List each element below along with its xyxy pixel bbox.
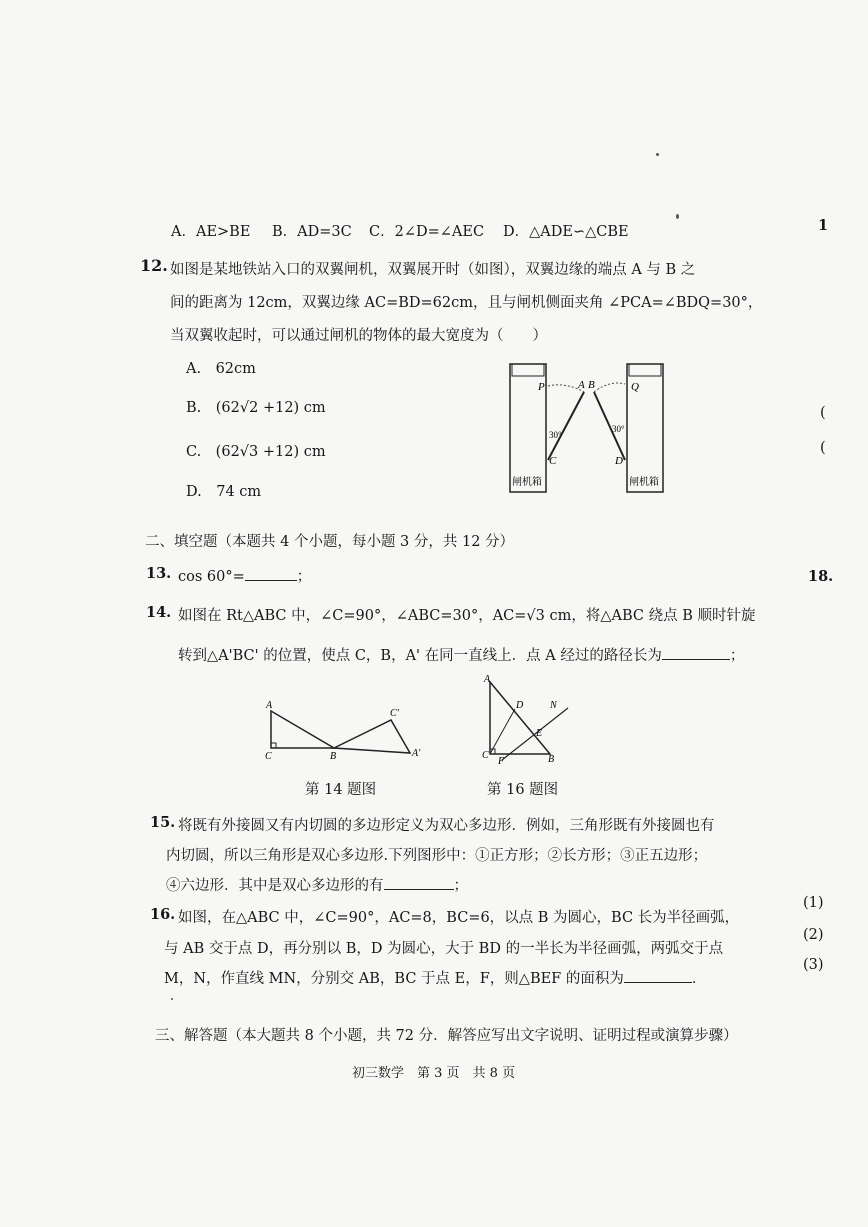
q16-label-n: N (550, 700, 557, 711)
q15-row-3 (166, 874, 468, 895)
margin-paren-2: ( (820, 440, 826, 456)
q12-number: 12. (140, 256, 168, 275)
q15-line-2: 内切圆，所以三角形是双心多边形.下列图形中：①正方形；②长方形；③正五边形； (166, 848, 708, 864)
q14-line-2: 转到△A'BC' 的位置，使点 C，B，A' 在同一直线上．点 A 经过的路径长为 (178, 648, 662, 664)
q16-figure-caption: 第 16 题图 (487, 782, 559, 798)
right-gate-box-top (629, 364, 661, 376)
q16-label-a: A (484, 674, 491, 685)
q13-text: cos 60°= (178, 569, 245, 585)
q14-figure-caption: 第 14 题图 (305, 782, 377, 798)
q15-answer-blank (384, 875, 454, 890)
scan-speck (676, 214, 679, 219)
q11-option-b: B．AD=3C (272, 224, 352, 240)
q16-end: ． (691, 971, 707, 987)
q16-label-c: C (482, 750, 489, 761)
q14-row-2 (178, 644, 744, 665)
margin-paren-1: ( (820, 405, 826, 421)
q14-end: ； (729, 648, 745, 664)
q13-answer-blank (245, 566, 297, 581)
q15-line-1: 将既有外接圆又有内切圆的多边形定义为双心多边形．例如，三角形既有外接圆也有 (178, 818, 715, 834)
q12-option-b: B. (62√2 +12) cm (186, 400, 326, 416)
q16-line-1: 如图，在△ABC 中，∠C=90°，AC=8，BC=6，以点 B 为圆心，BC 长为半径画弧， (178, 910, 740, 926)
angle-right-label: 30° (612, 424, 625, 434)
label-p: P (538, 381, 545, 393)
right-arc (594, 383, 625, 392)
label-b: B (588, 379, 595, 391)
scan-speck (171, 998, 173, 1000)
q11-option-c: C．2∠D=∠AEC (369, 224, 485, 240)
q11-option-a: A．AE>BE (171, 224, 251, 240)
q16-line-mn (502, 708, 568, 760)
q16-label-f: F (498, 756, 505, 767)
q12-option-a: A. 62cm (186, 361, 256, 377)
q16-label-b: B (548, 754, 555, 765)
q16-row-3 (164, 967, 706, 988)
q12-option-d: D. 74 cm (186, 484, 262, 500)
q14-label-a-prime: A' (412, 748, 421, 759)
q12-option-c: C. (62√3 +12) cm (186, 444, 326, 460)
q14-label-b: B (330, 751, 337, 762)
q14-line-1: 如图在 Rt△ABC 中，∠C=90°，∠ABC=30°，AC=√3 cm，将△ABC 绕点 B 顺时针旋 (178, 608, 756, 624)
right-box-label: 闸机箱 (629, 477, 659, 488)
left-gate-box-top (512, 364, 544, 376)
q14-answer-blank (662, 645, 730, 660)
angle-left-label: 30° (549, 430, 562, 440)
q13-number: 13. (146, 565, 172, 582)
q16-line-3: M，N，作直线 MN，分别交 AB，BC 于点 E，F，则△BEF 的面积为 (164, 971, 624, 987)
q14-figure (262, 696, 432, 766)
q14-triangle-a-b-c (334, 720, 410, 753)
q15-end: ； (453, 878, 468, 894)
q12-line-1: 如图是某地铁站入口的双翼闸机，双翼展开时（如图），双翼边缘的端点 A 与 B 之 (170, 262, 696, 278)
q15-line-3: ④六边形．其中是双心多边形的有 (166, 878, 384, 894)
margin-item-1: (1) (803, 895, 824, 911)
q16-answer-blank (624, 968, 692, 983)
q16-figure (478, 672, 578, 772)
label-c: C (549, 455, 557, 467)
section-3-heading: 三、解答题（本大题共 8 个小题，共 72 分．解答应写出文字说明、证明过程或演算步骤） (155, 1028, 738, 1044)
section-2-heading: 二、填空题（本题共 4 个小题，每小题 3 分，共 12 分） (145, 534, 515, 550)
scan-speck (656, 153, 659, 156)
page-footer: 初三数学 第 3 页 共 8 页 (352, 1066, 516, 1081)
q16-triangle-abc (490, 682, 550, 754)
q14-triangle-abc (271, 711, 334, 748)
left-box-label: 闸机箱 (512, 477, 542, 488)
q11-option-d: D．△ADE∽△CBE (503, 224, 629, 240)
label-d: D (615, 455, 623, 467)
q13-end: ； (296, 569, 312, 585)
q12-gate-figure (500, 360, 680, 500)
margin-number-18: 18. (808, 568, 834, 585)
q12-line-2: 间的距离为 12cm，双翼边缘 AC=BD=62cm，且与闸机侧面夹角 ∠PCA=∠BDQ=30°， (170, 295, 763, 311)
margin-number-1: 1 (818, 217, 829, 234)
q16-number: 16. (150, 906, 176, 923)
left-wing (548, 392, 584, 460)
q14-label-c-prime: C' (390, 708, 399, 719)
q16-arc (490, 709, 515, 754)
q16-line-2: 与 AB 交于点 D，再分别以 B，D 为圆心，大于 BD 的一半长为半径画弧，两弧交于点 (164, 941, 724, 957)
q12-line-3: 当双翼收起时，可以通过闸机的物体的最大宽度为（ ） (170, 328, 547, 344)
q14-label-c: C (265, 751, 272, 762)
label-q: Q (631, 381, 639, 393)
q15-number: 15. (150, 814, 176, 831)
margin-item-3: (3) (803, 957, 824, 973)
q14-label-a: A (266, 700, 273, 711)
q16-label-d: D (516, 700, 524, 711)
q16-label-e: E (536, 728, 543, 739)
q13-row (178, 565, 311, 586)
q14-number: 14. (146, 604, 172, 621)
margin-item-2: (2) (803, 927, 824, 943)
label-a: A (578, 379, 585, 391)
